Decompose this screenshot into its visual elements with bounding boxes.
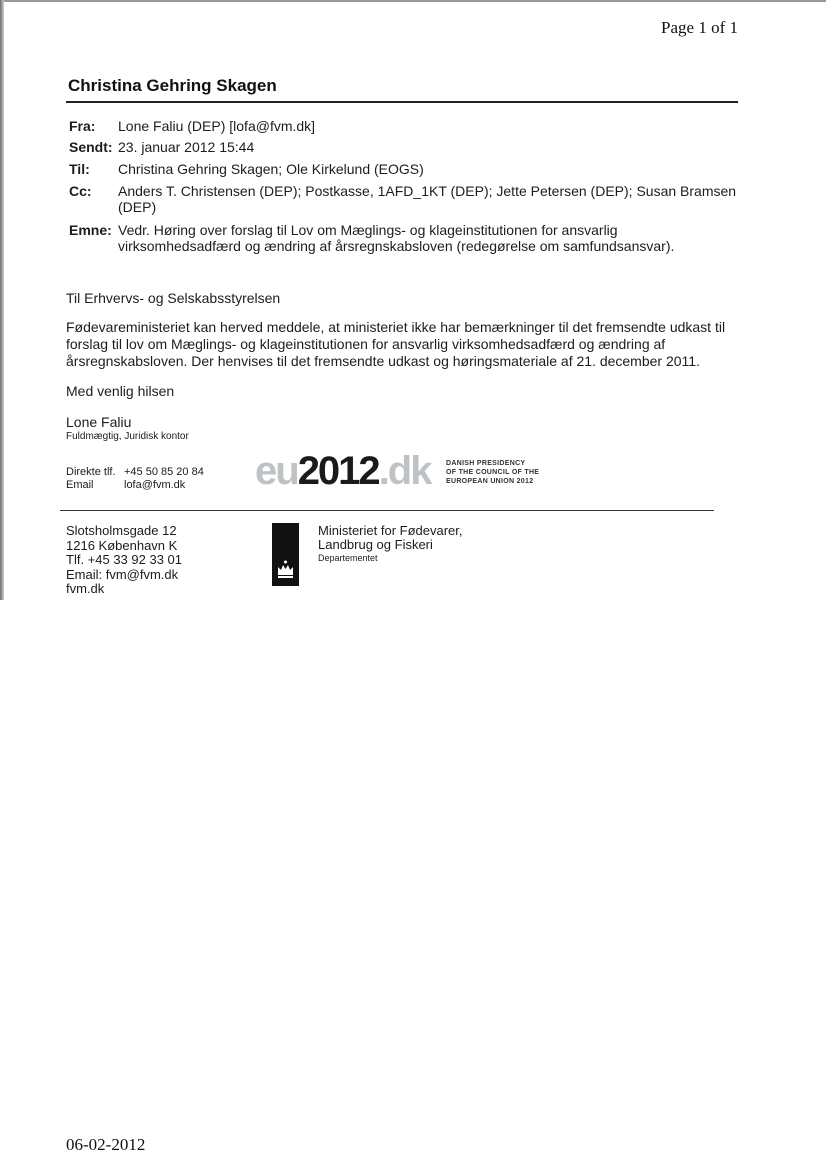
address-web: fvm.dk	[66, 581, 105, 596]
phone-line	[66, 466, 204, 479]
address-city: 1216 København K	[66, 537, 178, 553]
page-number: Page 1 of 1	[661, 18, 738, 37]
footer-date: 06-02-2012	[66, 1135, 146, 1154]
to-value: Christina Gehring Skagen; Ole Kirkelund (EOGS)	[118, 161, 424, 177]
header-rule	[66, 101, 738, 103]
scan-edge-top	[0, 0, 826, 2]
body-paragraph: Fødevareministeriet kan herved meddele, at ministeriet ikke har bemærkninger til det fremsendte udkast til forslag til lov om Mæglings- og klageinstitutionen for ansvarlig virksomhedsadfærd og ændring af årsregnskabsloven. Der henvises til det fremsendte udkast og høringsmateriale af 21. december 2011.	[66, 319, 726, 369]
address-email: Email: fvm@fvm.dk	[66, 566, 179, 582]
eu-presidency-text	[446, 459, 539, 486]
subject-label: Emne:	[69, 222, 112, 238]
ministry-line1: Ministeriet for Fødevarer,	[318, 523, 463, 538]
sent-value: 23. januar 2012 15:44	[118, 139, 255, 155]
salutation: Til Erhvervs- og Selskabsstyrelsen	[66, 290, 281, 306]
eu2012-logo: eu2012.dk	[255, 449, 431, 493]
ministry-name	[318, 524, 463, 552]
cc-value: Anders T. Christensen (DEP); Postkasse, 1AFD_1KT (DEP); Jette Petersen (DEP); Susan Bramsen (DEP)	[118, 183, 737, 215]
email-label: Email	[66, 479, 94, 491]
crown-icon	[272, 523, 299, 586]
to-label: Til:	[69, 161, 90, 177]
address-block	[66, 524, 182, 597]
signature-name: Lone Faliu	[66, 414, 132, 430]
crown-logo	[272, 523, 299, 586]
cc-label: Cc:	[69, 183, 92, 199]
address-street: Slotsholmsgade 12	[66, 523, 177, 538]
signature-rule	[60, 510, 714, 511]
sender-name-heading: Christina Gehring Skagen	[68, 76, 277, 95]
phone-value: +45 50 85 20 84	[124, 466, 204, 478]
email-value[interactable]: lofa@fvm.dk	[124, 479, 186, 491]
ministry-department: Departementet	[318, 553, 378, 563]
eu-text-line1: DANISH PRESIDENCY	[446, 460, 526, 467]
from-value: Lone Faliu (DEP) [lofa@fvm.dk]	[118, 118, 316, 134]
signature-title: Fuldmægtig, Juridisk kontor	[66, 431, 189, 442]
subject-value: Vedr. Høring over forslag til Lov om Mæglings- og klageinstitutionen for ansvarlig virksomhedsadfærd og ændring af årsregnskabsloven (redegørelse om samfundsansvar).	[118, 222, 675, 254]
from-label: Fra:	[69, 118, 96, 134]
address-phone: Tlf. +45 33 92 33 01	[66, 552, 183, 567]
sent-label: Sendt:	[69, 139, 113, 155]
email-line	[66, 479, 185, 492]
eu-text-line2: OF THE COUNCIL OF THE	[446, 469, 540, 476]
scan-edge-left	[0, 0, 4, 600]
eu-text-line3: EUROPEAN UNION 2012	[446, 478, 534, 485]
phone-label: Direkte tlf.	[66, 466, 116, 478]
closing: Med venlig hilsen	[66, 383, 175, 399]
ministry-line2: Landbrug og Fiskeri	[318, 537, 433, 552]
